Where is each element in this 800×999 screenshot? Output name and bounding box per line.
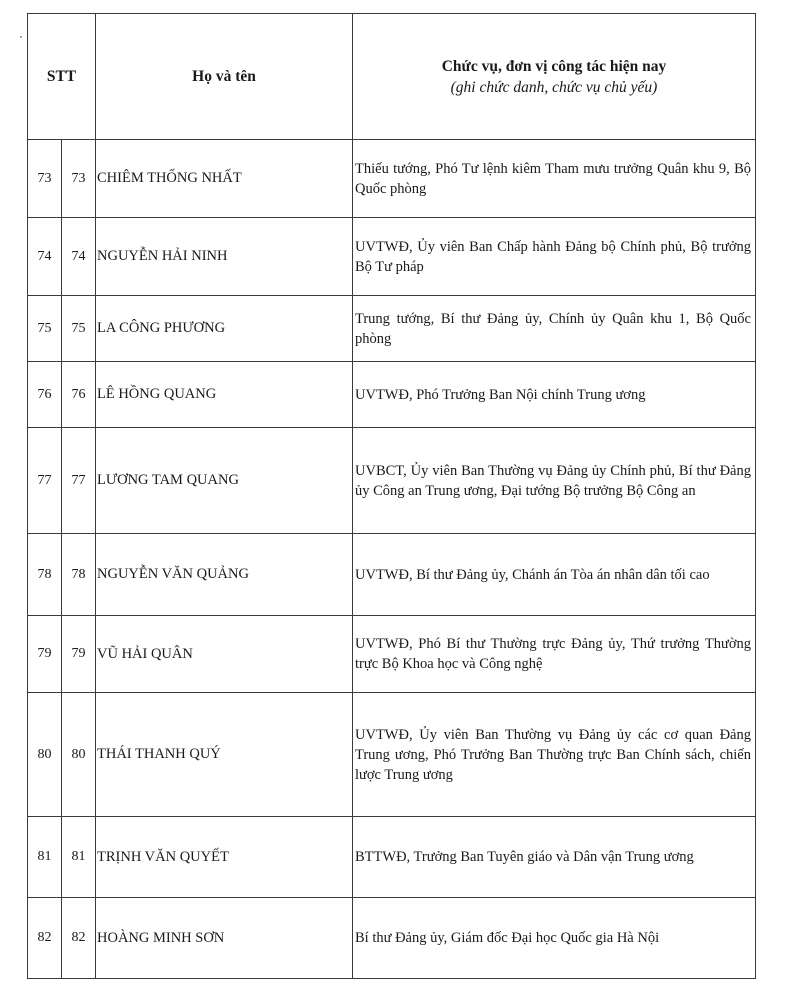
stt-sub-cell: 81: [62, 817, 96, 898]
table-row: [28, 296, 756, 362]
stt-cell: 76: [28, 362, 62, 428]
stt-sub-cell: 76: [62, 362, 96, 428]
stt-sub-cell: 79: [62, 616, 96, 693]
stt-sub-cell: 78: [62, 534, 96, 616]
stt-cell: 74: [28, 218, 62, 296]
name-cell: LA CÔNG PHƯƠNG: [96, 296, 353, 362]
stt-sub-cell: 80: [62, 693, 96, 817]
stt-sub-cell: 82: [62, 898, 96, 979]
position-cell: UVTWĐ, Phó Bí thư Thường trực Đảng ủy, Thứ trưởng Thường trực Bộ Khoa học và Công nghệ: [353, 616, 756, 693]
name-cell: CHIÊM THỐNG NHẤT: [96, 140, 353, 218]
name-cell: NGUYỄN VĂN QUẢNG: [96, 534, 353, 616]
position-cell: BTTWĐ, Trưởng Ban Tuyên giáo và Dân vận Trung ương: [353, 817, 756, 898]
name-cell: THÁI THANH QUÝ: [96, 693, 353, 817]
table-row: [28, 898, 756, 979]
table-row: [28, 693, 756, 817]
header-stt: STT: [28, 14, 96, 140]
table-row: [28, 616, 756, 693]
table-header-row: [28, 14, 756, 140]
position-cell: Thiếu tướng, Phó Tư lệnh kiêm Tham mưu trưởng Quân khu 9, Bộ Quốc phòng: [353, 140, 756, 218]
table-row: [28, 534, 756, 616]
position-cell: UVTWĐ, Phó Trưởng Ban Nội chính Trung ương: [353, 362, 756, 428]
table-row: [28, 140, 756, 218]
header-name: Họ và tên: [96, 14, 353, 140]
name-cell: NGUYỄN HẢI NINH: [96, 218, 353, 296]
table-row: [28, 218, 756, 296]
stt-cell: 77: [28, 428, 62, 534]
table-row: [28, 817, 756, 898]
stt-cell: 78: [28, 534, 62, 616]
stt-cell: 80: [28, 693, 62, 817]
position-cell: UVTWĐ, Bí thư Đảng ủy, Chánh án Tòa án nhân dân tối cao: [353, 534, 756, 616]
scan-speck: [20, 36, 22, 38]
position-cell: Trung tướng, Bí thư Đảng ủy, Chính ủy Quân khu 1, Bộ Quốc phòng: [353, 296, 756, 362]
header-position-main: Chức vụ, đơn vị công tác hiện nay: [441, 57, 667, 75]
stt-sub-cell: 77: [62, 428, 96, 534]
name-cell: HOÀNG MINH SƠN: [96, 898, 353, 979]
name-cell: TRỊNH VĂN QUYẾT: [96, 817, 353, 898]
table-row: [28, 428, 756, 534]
stt-sub-cell: 75: [62, 296, 96, 362]
table-row: [28, 362, 756, 428]
header-position: [353, 14, 756, 140]
stt-cell: 75: [28, 296, 62, 362]
name-cell: LƯƠNG TAM QUANG: [96, 428, 353, 534]
name-cell: VŨ HẢI QUÂN: [96, 616, 353, 693]
document-page: [27, 13, 755, 978]
stt-sub-cell: 74: [62, 218, 96, 296]
stt-cell: 73: [28, 140, 62, 218]
name-cell: LÊ HỒNG QUANG: [96, 362, 353, 428]
header-position-sub: (ghi chức danh, chức vụ chủ yếu): [450, 78, 658, 96]
stt-sub-cell: 73: [62, 140, 96, 218]
position-cell: UVTWĐ, Ủy viên Ban Thường vụ Đảng ủy các cơ quan Đảng Trung ương, Phó Trưởng Ban Thường trực Ban Chính sách, chiến lược Trung ương: [353, 693, 756, 817]
stt-cell: 82: [28, 898, 62, 979]
stt-cell: 81: [28, 817, 62, 898]
position-cell: UVTWĐ, Ủy viên Ban Chấp hành Đảng bộ Chính phủ, Bộ trưởng Bộ Tư pháp: [353, 218, 756, 296]
stt-cell: 79: [28, 616, 62, 693]
candidate-table: [27, 13, 756, 979]
position-cell: UVBCT, Ủy viên Ban Thường vụ Đảng ủy Chính phủ, Bí thư Đảng ủy Công an Trung ương, Đại tướng Bộ trưởng Bộ Công an: [353, 428, 756, 534]
position-cell: Bí thư Đảng ủy, Giám đốc Đại học Quốc gia Hà Nội: [353, 898, 756, 979]
